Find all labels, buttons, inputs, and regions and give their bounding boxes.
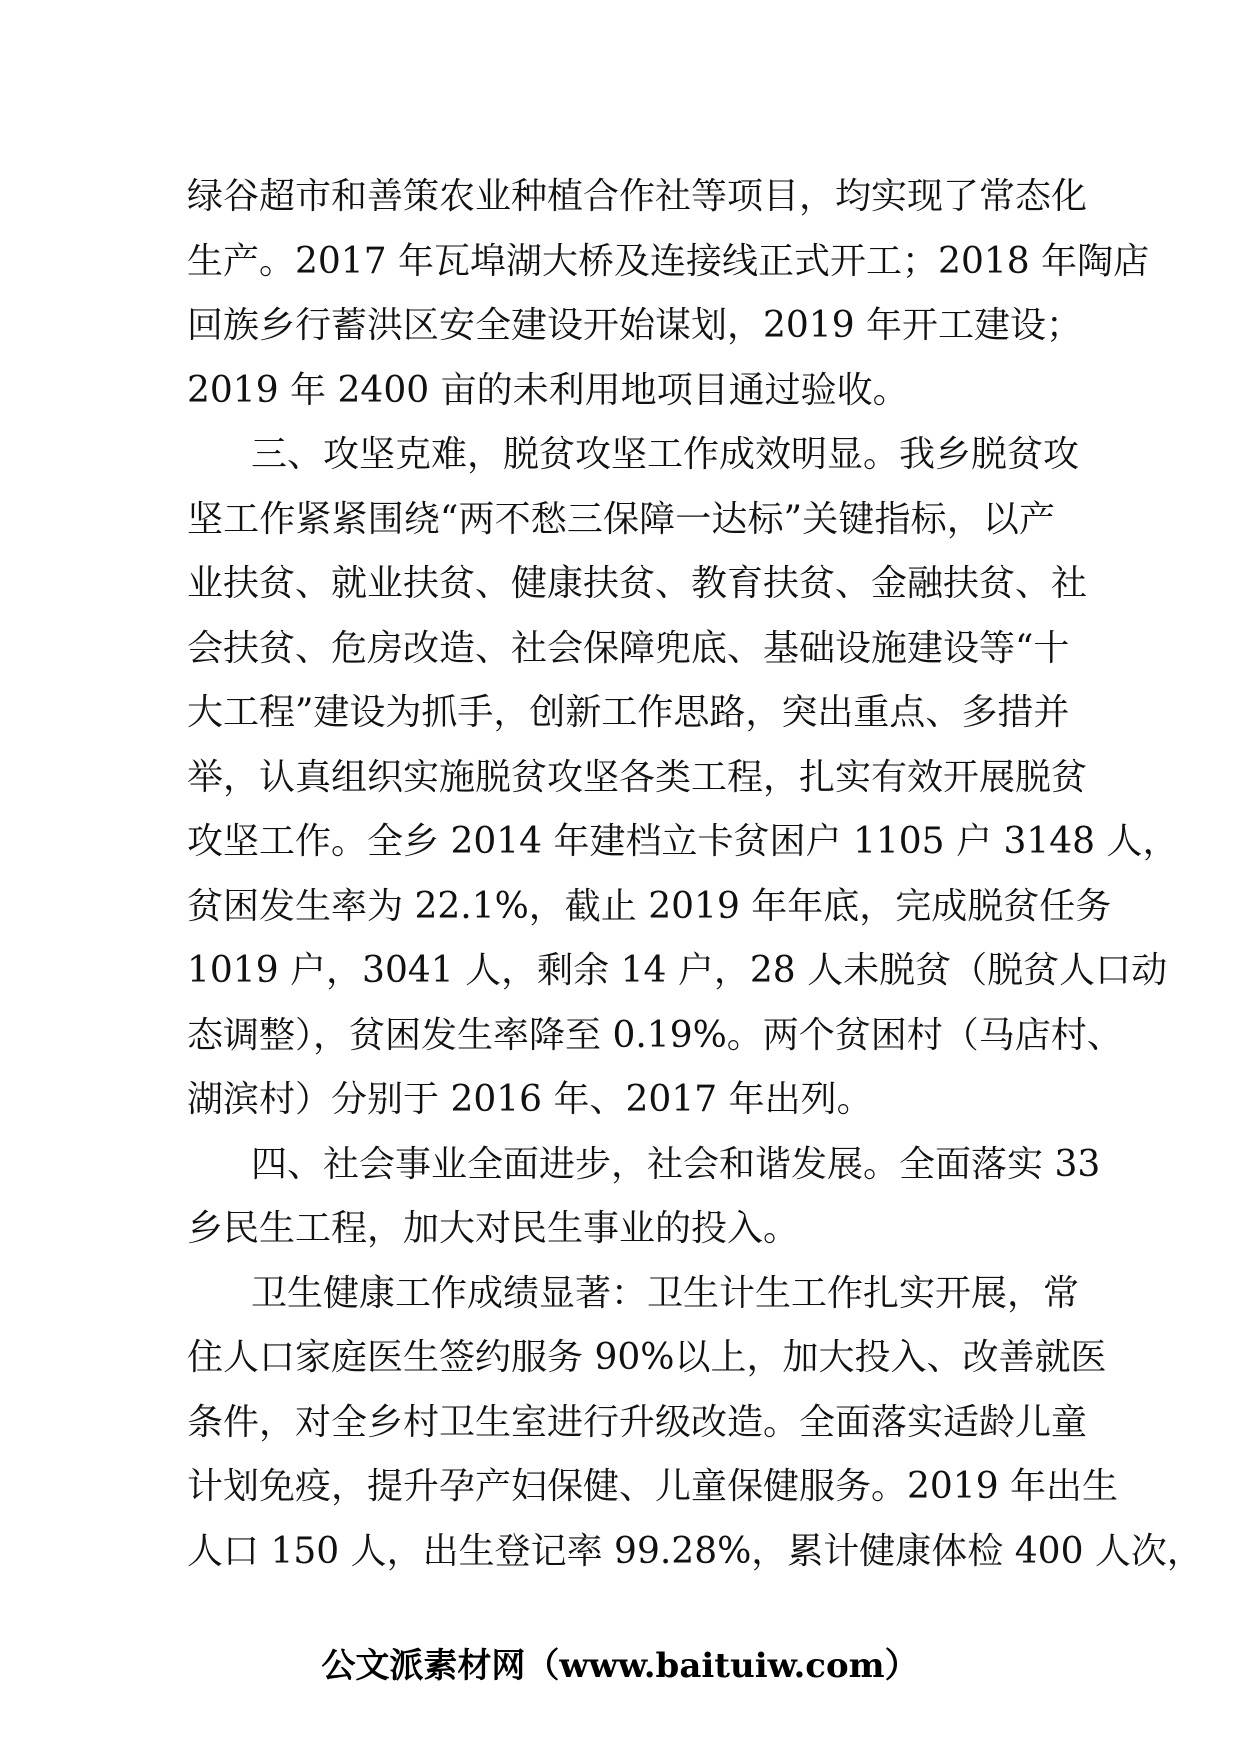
text-line: 生产。2017 年瓦埠湖大桥及连接线正式开工；2018 年陶店 [187, 240, 1150, 282]
text-line: 攻坚工作。全乡 2014 年建档立卡贫困户 1105 户 3148 人， [187, 821, 1179, 862]
footer-watermark: 公文派素材网（www.baituiw.com） [321, 1646, 919, 1686]
text-line: 人口 150 人，出生登记率 99.28%，累计健康体检 400 人次， [187, 1530, 1203, 1572]
text-line: 湖滨村）分别于 2016 年、2017 年出列。 [187, 1079, 873, 1120]
text-line: 绿谷超市和善策农业种植合作社等项目，均实现了常态化 [187, 176, 1088, 217]
text-line: 会扶贫、危房改造、社会保障兜底、基础设施建设等“十 [187, 627, 1070, 669]
paragraph-start-line: 卫生健康工作成绩显著：卫生计生工作扎实开展，常 [251, 1272, 1080, 1314]
text-line: 乡民生工程，加大对民生事业的投入。 [187, 1208, 800, 1249]
document-body [187, 165, 1203, 1584]
text-line: 条件，对全乡村卫生室进行升级改造。全面落实适龄儿童 [187, 1401, 1088, 1443]
text-line: 1019 户，3041 人，剩余 14 户，28 人未脱贫（脱贫人口动 [187, 950, 1168, 991]
text-line: 态调整），贫困发生率降至 0.19%。两个贫困村（马店村、 [187, 1014, 1123, 1056]
text-line: 大工程”建设为抓手，创新工作思路，突出重点、多措并 [187, 692, 1070, 733]
text-line: 业扶贫、就业扶贫、健康扶贫、教育扶贫、金融扶贫、社 [187, 563, 1088, 604]
section-heading-line: 四、社会事业全面进步，社会和谐发展。全面落实 33 [251, 1143, 1101, 1185]
text-line: 举，认真组织实施脱贫攻坚各类工程，扎实有效开展脱贫 [187, 756, 1088, 798]
text-line: 坚工作紧紧围绕“两不愁三保障一达标”关键指标，以产 [187, 498, 1055, 540]
text-line: 贫困发生率为 22.1%，截止 2019 年年底，完成脱贫任务 [187, 885, 1112, 927]
text-line: 回族乡行蓄洪区安全建设开始谋划，2019 年开工建设； [187, 305, 1083, 346]
text-line: 住人口家庭医生签约服务 90%以上，加大投入、改善就医 [187, 1337, 1107, 1378]
section-heading-line: 三、攻坚克难，脱贫攻坚工作成效明显。我乡脱贫攻 [251, 434, 1080, 475]
text-line: 计划免疫，提升孕产妇保健、儿童保健服务。2019 年出生 [187, 1466, 1119, 1507]
text-line: 2019 年 2400 亩的未利用地项目通过验收。 [187, 369, 909, 411]
